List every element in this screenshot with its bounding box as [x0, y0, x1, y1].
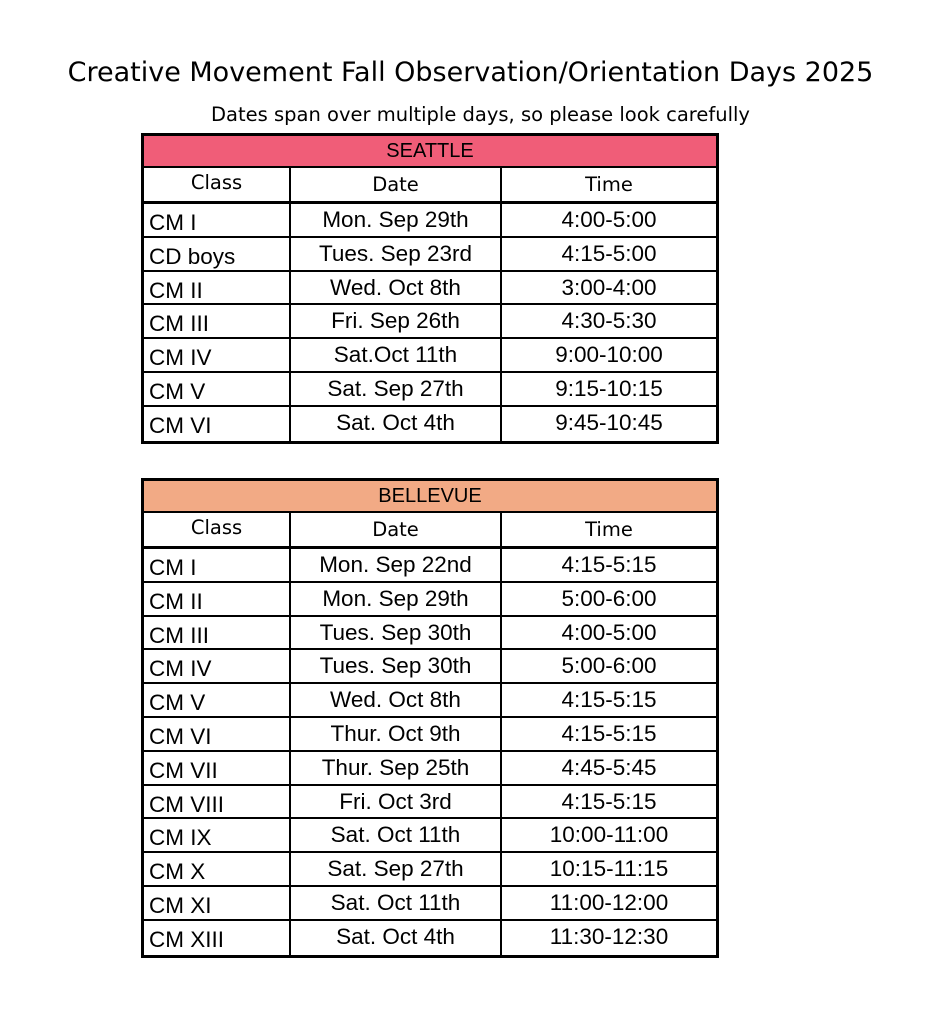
time-cell: 3:00-4:00 — [561, 274, 657, 300]
date-cell: Mon. Sep 22nd — [291, 549, 502, 581]
date-cell: Sat. Oct 11th — [291, 887, 502, 919]
table-row — [144, 853, 716, 887]
time-cell: 9:15-10:15 — [555, 375, 663, 401]
class-cell: CM I — [144, 549, 291, 581]
table-row — [144, 921, 716, 955]
time-cell: 5:00-6:00 — [561, 653, 657, 679]
class-cell: CM XI — [144, 887, 291, 919]
table-row — [144, 204, 716, 238]
table-row — [144, 718, 716, 752]
date-cell: Thur. Oct 9th — [291, 718, 502, 750]
class-cell: CM IX — [144, 819, 291, 851]
table-row — [144, 684, 716, 718]
date-column-header: Date — [291, 168, 502, 201]
table-row — [144, 549, 716, 583]
class-cell: CD boys — [144, 238, 291, 270]
date-cell: Fri. Sep 26th — [291, 305, 502, 337]
date-cell: Sat. Sep 27th — [291, 853, 502, 885]
date-cell: Wed. Oct 8th — [291, 272, 502, 304]
date-cell: Sat. Oct 4th — [291, 407, 502, 441]
table-row — [144, 305, 716, 339]
date-cell: Tues. Sep 30th — [291, 617, 502, 649]
table-row — [144, 583, 716, 617]
date-cell: Thur. Sep 25th — [291, 752, 502, 784]
date-cell: Sat. Oct 11th — [291, 819, 502, 851]
time-cell: 4:00-5:00 — [561, 207, 657, 232]
time-cell: 11:00-12:00 — [549, 889, 669, 915]
time-cell: 11:30-12:30 — [549, 923, 669, 949]
table-row — [144, 786, 716, 820]
table-row — [144, 752, 716, 786]
table-header-row — [144, 168, 716, 204]
table-row — [144, 617, 716, 651]
class-cell: CM VI — [144, 718, 291, 750]
table-row — [144, 339, 716, 373]
class-cell: CM II — [144, 583, 291, 615]
class-cell: CM II — [144, 272, 291, 304]
time-cell: 4:15-5:15 — [561, 552, 657, 577]
date-cell: Tues. Sep 23rd — [291, 238, 502, 270]
time-cell: 4:45-5:45 — [561, 754, 657, 780]
bellevue-location-band: BELLEVUE — [144, 481, 716, 513]
table-row — [144, 407, 716, 441]
time-cell: 4:30-5:30 — [561, 308, 657, 334]
time-column-header: Time — [585, 518, 633, 541]
class-cell: CM IV — [144, 339, 291, 371]
time-cell: 9:45-10:45 — [555, 409, 663, 435]
table-row — [144, 650, 716, 684]
class-cell: CM III — [144, 305, 291, 337]
time-cell: 10:00-11:00 — [549, 822, 669, 848]
date-cell: Sat. Sep 27th — [291, 373, 502, 405]
class-cell: CM V — [144, 684, 291, 716]
page-subtitle: Dates span over multiple days, so please look carefully — [211, 103, 750, 126]
table-header-row — [144, 513, 716, 549]
table-row — [144, 272, 716, 306]
table-row — [144, 373, 716, 407]
seattle-schedule-table — [141, 133, 719, 444]
time-cell: 4:00-5:00 — [561, 619, 657, 645]
time-cell: 5:00-6:00 — [561, 585, 657, 611]
table-row — [144, 819, 716, 853]
class-cell: CM XIII — [144, 921, 291, 955]
table-row — [144, 238, 716, 272]
time-column-header: Time — [585, 173, 633, 196]
time-cell: 10:15-11:15 — [549, 856, 669, 882]
class-cell: CM IV — [144, 650, 291, 682]
date-cell: Sat. Oct 4th — [291, 921, 502, 955]
time-cell: 4:15-5:15 — [561, 687, 657, 713]
time-cell: 4:15-5:15 — [561, 788, 657, 814]
time-cell: 4:15-5:15 — [561, 720, 657, 746]
class-cell: CM VI — [144, 407, 291, 441]
class-cell: CM I — [144, 204, 291, 236]
table-row — [144, 887, 716, 921]
seattle-rows — [144, 204, 716, 441]
time-cell: 4:15-5:00 — [561, 240, 657, 266]
class-cell: CM VIII — [144, 786, 291, 818]
date-cell: Tues. Sep 30th — [291, 650, 502, 682]
date-cell: Sat.Oct 11th — [291, 339, 502, 371]
class-column-header: Class — [144, 168, 291, 201]
class-column-header: Class — [144, 513, 291, 546]
bellevue-rows — [144, 549, 716, 955]
date-cell: Mon. Sep 29th — [291, 583, 502, 615]
class-cell: CM V — [144, 373, 291, 405]
class-cell: CM VII — [144, 752, 291, 784]
time-cell: 9:00-10:00 — [555, 342, 663, 368]
date-cell: Mon. Sep 29th — [291, 204, 502, 236]
date-column-header: Date — [291, 513, 502, 546]
bellevue-schedule-table — [141, 478, 719, 958]
seattle-location-band: SEATTLE — [144, 136, 716, 168]
date-cell: Wed. Oct 8th — [291, 684, 502, 716]
date-cell: Fri. Oct 3rd — [291, 786, 502, 818]
class-cell: CM III — [144, 617, 291, 649]
page-title: Creative Movement Fall Observation/Orientation Days 2025 — [67, 57, 874, 88]
class-cell: CM X — [144, 853, 291, 885]
